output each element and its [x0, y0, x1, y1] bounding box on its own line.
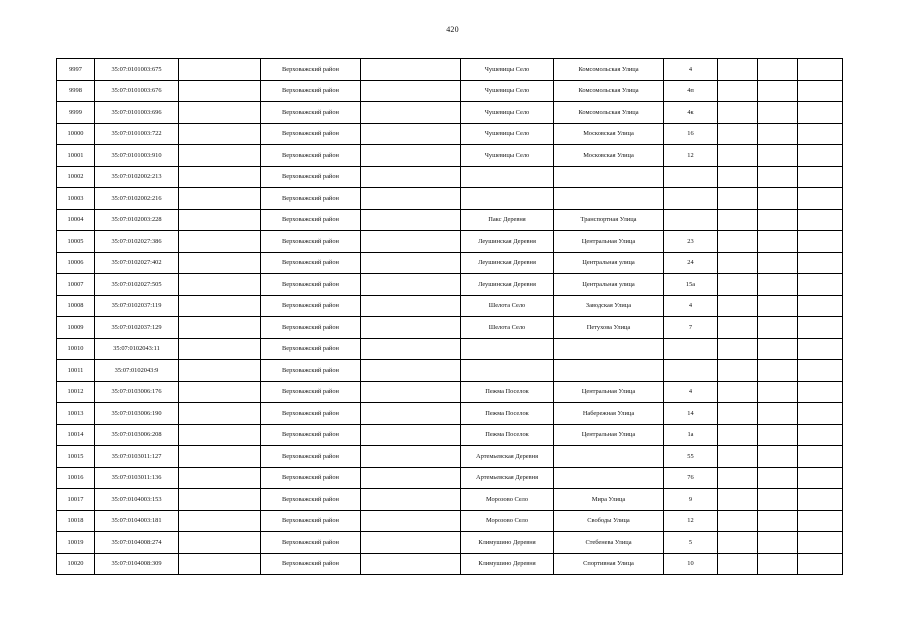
empty-cell	[718, 467, 758, 489]
district-cell: Верховажский район	[261, 553, 361, 575]
empty-cell	[361, 467, 461, 489]
locality-cell: Чушевицы Село	[461, 80, 554, 102]
street-cell: Центральная Улица	[554, 381, 664, 403]
district-cell: Верховажский район	[261, 274, 361, 296]
house-number-cell: 10	[664, 553, 718, 575]
street-cell: Московская Улица	[554, 123, 664, 145]
street-cell: Петухова Улица	[554, 317, 664, 339]
cadastral-number-cell: 35:07:0103011:136	[95, 467, 179, 489]
locality-cell: Климушино Деревня	[461, 532, 554, 554]
empty-cell	[798, 553, 843, 575]
empty-cell	[361, 231, 461, 253]
empty-cell	[758, 360, 798, 382]
cadastral-number-cell: 35:07:0101003:675	[95, 59, 179, 81]
locality-cell: Чушевицы Село	[461, 145, 554, 167]
cadastral-number-cell: 35:07:0102037:129	[95, 317, 179, 339]
empty-cell	[798, 317, 843, 339]
district-cell: Верховажский район	[261, 59, 361, 81]
cadastral-number-cell: 35:07:0103006:176	[95, 381, 179, 403]
row-number-cell: 9999	[57, 102, 95, 124]
district-cell: Верховажский район	[261, 231, 361, 253]
table-row	[57, 295, 843, 317]
empty-cell	[758, 553, 798, 575]
empty-cell	[361, 102, 461, 124]
district-cell: Верховажский район	[261, 166, 361, 188]
locality-cell: Артемьевская Деревня	[461, 446, 554, 468]
row-number-cell: 10014	[57, 424, 95, 446]
house-number-cell: 4	[664, 59, 718, 81]
locality-cell	[461, 338, 554, 360]
empty-cell	[718, 317, 758, 339]
district-cell: Верховажский район	[261, 295, 361, 317]
district-cell: Верховажский район	[261, 80, 361, 102]
table-row	[57, 532, 843, 554]
district-cell: Верховажский район	[261, 360, 361, 382]
empty-cell	[718, 532, 758, 554]
street-cell: Заводская Улица	[554, 295, 664, 317]
empty-cell	[758, 295, 798, 317]
district-cell: Верховажский район	[261, 489, 361, 511]
table-row	[57, 510, 843, 532]
empty-cell	[361, 446, 461, 468]
empty-cell	[361, 209, 461, 231]
cadastral-number-cell: 35:07:0101003:722	[95, 123, 179, 145]
locality-cell	[461, 188, 554, 210]
empty-cell	[798, 467, 843, 489]
empty-cell	[718, 424, 758, 446]
empty-cell	[758, 317, 798, 339]
row-number-cell: 10008	[57, 295, 95, 317]
row-number-cell: 10002	[57, 166, 95, 188]
cadastral-number-cell: 35:07:0101003:676	[95, 80, 179, 102]
empty-cell	[798, 360, 843, 382]
row-number-cell: 10010	[57, 338, 95, 360]
empty-cell	[179, 123, 261, 145]
empty-cell	[179, 553, 261, 575]
cadastral-number-cell: 35:07:0102043:9	[95, 360, 179, 382]
street-cell: Центральная улица	[554, 274, 664, 296]
street-cell	[554, 188, 664, 210]
empty-cell	[798, 145, 843, 167]
empty-cell	[758, 188, 798, 210]
empty-cell	[798, 295, 843, 317]
locality-cell: Пежма Поселок	[461, 403, 554, 425]
locality-cell	[461, 166, 554, 188]
locality-cell: Шелота Село	[461, 317, 554, 339]
house-number-cell: 1а	[664, 424, 718, 446]
house-number-cell: 23	[664, 231, 718, 253]
property-registry-table	[56, 58, 843, 575]
cadastral-number-cell: 35:07:0104008:309	[95, 553, 179, 575]
district-cell: Верховажский район	[261, 381, 361, 403]
table-row	[57, 424, 843, 446]
empty-cell	[758, 252, 798, 274]
row-number-cell: 10013	[57, 403, 95, 425]
table-row	[57, 317, 843, 339]
street-cell: Московская Улица	[554, 145, 664, 167]
empty-cell	[361, 274, 461, 296]
row-number-cell: 10012	[57, 381, 95, 403]
locality-cell: Чушевицы Село	[461, 123, 554, 145]
empty-cell	[798, 489, 843, 511]
district-cell: Верховажский район	[261, 510, 361, 532]
locality-cell: Чушевицы Село	[461, 59, 554, 81]
empty-cell	[718, 403, 758, 425]
street-cell: Комсомольская Улица	[554, 80, 664, 102]
empty-cell	[361, 403, 461, 425]
empty-cell	[718, 360, 758, 382]
empty-cell	[798, 338, 843, 360]
house-number-cell	[664, 338, 718, 360]
house-number-cell: 4п	[664, 80, 718, 102]
locality-cell: Шелота Село	[461, 295, 554, 317]
empty-cell	[361, 59, 461, 81]
district-cell: Верховажский район	[261, 424, 361, 446]
house-number-cell: 15а	[664, 274, 718, 296]
empty-cell	[758, 403, 798, 425]
house-number-cell: 4	[664, 381, 718, 403]
street-cell	[554, 166, 664, 188]
table-row	[57, 231, 843, 253]
house-number-cell: 5	[664, 532, 718, 554]
table-body	[57, 59, 843, 575]
district-cell: Верховажский район	[261, 338, 361, 360]
row-number-cell: 10019	[57, 532, 95, 554]
district-cell: Верховажский район	[261, 188, 361, 210]
empty-cell	[758, 102, 798, 124]
table-row	[57, 102, 843, 124]
empty-cell	[179, 381, 261, 403]
empty-cell	[179, 467, 261, 489]
cadastral-number-cell: 35:07:0104003:181	[95, 510, 179, 532]
empty-cell	[718, 59, 758, 81]
empty-cell	[798, 209, 843, 231]
empty-cell	[798, 446, 843, 468]
street-cell: Мира Улица	[554, 489, 664, 511]
street-cell	[554, 467, 664, 489]
empty-cell	[758, 467, 798, 489]
table-row	[57, 80, 843, 102]
empty-cell	[361, 317, 461, 339]
empty-cell	[718, 489, 758, 511]
empty-cell	[798, 102, 843, 124]
house-number-cell	[664, 360, 718, 382]
locality-cell: Морозово Село	[461, 510, 554, 532]
empty-cell	[798, 166, 843, 188]
district-cell: Верховажский район	[261, 145, 361, 167]
empty-cell	[718, 145, 758, 167]
empty-cell	[758, 231, 798, 253]
cadastral-number-cell: 35:07:0104003:153	[95, 489, 179, 511]
cadastral-number-cell: 35:07:0102002:216	[95, 188, 179, 210]
street-cell: Транспортная Улица	[554, 209, 664, 231]
cadastral-number-cell: 35:07:0102002:213	[95, 166, 179, 188]
locality-cell: Климушино Деревня	[461, 553, 554, 575]
cadastral-number-cell: 35:07:0103011:127	[95, 446, 179, 468]
row-number-cell: 10015	[57, 446, 95, 468]
empty-cell	[361, 188, 461, 210]
row-number-cell: 10003	[57, 188, 95, 210]
empty-cell	[718, 188, 758, 210]
empty-cell	[179, 252, 261, 274]
street-cell	[554, 360, 664, 382]
empty-cell	[179, 360, 261, 382]
empty-cell	[179, 231, 261, 253]
locality-cell: Леушинская Деревня	[461, 231, 554, 253]
table-row	[57, 123, 843, 145]
district-cell: Верховажский район	[261, 317, 361, 339]
empty-cell	[361, 489, 461, 511]
house-number-cell: 55	[664, 446, 718, 468]
empty-cell	[798, 123, 843, 145]
table-row	[57, 403, 843, 425]
row-number-cell: 10006	[57, 252, 95, 274]
street-cell: Набережная Улица	[554, 403, 664, 425]
row-number-cell: 9997	[57, 59, 95, 81]
district-cell: Верховажский район	[261, 102, 361, 124]
empty-cell	[758, 424, 798, 446]
empty-cell	[361, 510, 461, 532]
locality-cell: Леушинская Деревня	[461, 274, 554, 296]
district-cell: Верховажский район	[261, 123, 361, 145]
row-number-cell: 10011	[57, 360, 95, 382]
house-number-cell: 76	[664, 467, 718, 489]
empty-cell	[758, 446, 798, 468]
empty-cell	[758, 59, 798, 81]
empty-cell	[179, 209, 261, 231]
empty-cell	[179, 403, 261, 425]
cadastral-number-cell: 35:07:0102027:505	[95, 274, 179, 296]
table-row	[57, 489, 843, 511]
row-number-cell: 10005	[57, 231, 95, 253]
locality-cell: Пакс Деревня	[461, 209, 554, 231]
empty-cell	[758, 489, 798, 511]
house-number-cell: 4к	[664, 102, 718, 124]
table-row	[57, 209, 843, 231]
row-number-cell: 10009	[57, 317, 95, 339]
empty-cell	[758, 274, 798, 296]
street-cell: Комсомольская Улица	[554, 59, 664, 81]
cadastral-number-cell: 35:07:0101003:696	[95, 102, 179, 124]
street-cell: Комсомольская Улица	[554, 102, 664, 124]
empty-cell	[718, 102, 758, 124]
district-cell: Верховажский район	[261, 532, 361, 554]
empty-cell	[361, 338, 461, 360]
empty-cell	[758, 532, 798, 554]
empty-cell	[361, 553, 461, 575]
row-number-cell: 10018	[57, 510, 95, 532]
house-number-cell: 12	[664, 510, 718, 532]
empty-cell	[179, 446, 261, 468]
empty-cell	[758, 123, 798, 145]
empty-cell	[179, 424, 261, 446]
empty-cell	[361, 252, 461, 274]
row-number-cell: 10016	[57, 467, 95, 489]
empty-cell	[798, 80, 843, 102]
house-number-cell	[664, 209, 718, 231]
row-number-cell: 10017	[57, 489, 95, 511]
row-number-cell: 10000	[57, 123, 95, 145]
table-row	[57, 446, 843, 468]
cadastral-number-cell: 35:07:0103006:208	[95, 424, 179, 446]
empty-cell	[179, 166, 261, 188]
locality-cell: Пежма Поселок	[461, 424, 554, 446]
street-cell: Стебенева Улица	[554, 532, 664, 554]
empty-cell	[758, 145, 798, 167]
empty-cell	[179, 80, 261, 102]
empty-cell	[718, 166, 758, 188]
house-number-cell: 4	[664, 295, 718, 317]
cadastral-number-cell: 35:07:0102043:11	[95, 338, 179, 360]
house-number-cell: 12	[664, 145, 718, 167]
district-cell: Верховажский район	[261, 252, 361, 274]
table-row	[57, 252, 843, 274]
empty-cell	[179, 274, 261, 296]
empty-cell	[798, 510, 843, 532]
locality-cell: Леушинская Деревня	[461, 252, 554, 274]
empty-cell	[718, 123, 758, 145]
house-number-cell: 7	[664, 317, 718, 339]
table-row	[57, 553, 843, 575]
table-row	[57, 360, 843, 382]
empty-cell	[718, 231, 758, 253]
street-cell: Центральная Улица	[554, 231, 664, 253]
cadastral-number-cell: 35:07:0102037:119	[95, 295, 179, 317]
house-number-cell	[664, 166, 718, 188]
table-row	[57, 467, 843, 489]
house-number-cell: 16	[664, 123, 718, 145]
street-cell	[554, 446, 664, 468]
empty-cell	[718, 510, 758, 532]
empty-cell	[361, 166, 461, 188]
table-row	[57, 381, 843, 403]
empty-cell	[179, 317, 261, 339]
house-number-cell: 14	[664, 403, 718, 425]
empty-cell	[179, 59, 261, 81]
row-number-cell: 10001	[57, 145, 95, 167]
district-cell: Верховажский район	[261, 446, 361, 468]
district-cell: Верховажский район	[261, 209, 361, 231]
empty-cell	[718, 553, 758, 575]
house-number-cell	[664, 188, 718, 210]
table-row	[57, 166, 843, 188]
street-cell: Центральная Улица	[554, 424, 664, 446]
cadastral-number-cell: 35:07:0102027:402	[95, 252, 179, 274]
street-cell: Спортивная Улица	[554, 553, 664, 575]
empty-cell	[758, 381, 798, 403]
empty-cell	[798, 59, 843, 81]
empty-cell	[361, 123, 461, 145]
house-number-cell: 9	[664, 489, 718, 511]
locality-cell: Морозово Село	[461, 489, 554, 511]
empty-cell	[361, 145, 461, 167]
table-row	[57, 338, 843, 360]
locality-cell: Артемьевская Деревня	[461, 467, 554, 489]
empty-cell	[361, 80, 461, 102]
empty-cell	[718, 338, 758, 360]
empty-cell	[361, 360, 461, 382]
empty-cell	[758, 209, 798, 231]
locality-cell: Чушевицы Село	[461, 102, 554, 124]
row-number-cell: 10020	[57, 553, 95, 575]
table-row	[57, 188, 843, 210]
cadastral-number-cell: 35:07:0102027:386	[95, 231, 179, 253]
cadastral-number-cell: 35:07:0104008:274	[95, 532, 179, 554]
empty-cell	[718, 80, 758, 102]
empty-cell	[798, 231, 843, 253]
locality-cell: Пежма Поселок	[461, 381, 554, 403]
empty-cell	[798, 381, 843, 403]
empty-cell	[718, 209, 758, 231]
district-cell: Верховажский район	[261, 467, 361, 489]
empty-cell	[758, 80, 798, 102]
empty-cell	[179, 102, 261, 124]
district-cell: Верховажский район	[261, 403, 361, 425]
empty-cell	[361, 532, 461, 554]
empty-cell	[179, 188, 261, 210]
cadastral-number-cell: 35:07:0101003:910	[95, 145, 179, 167]
empty-cell	[758, 338, 798, 360]
row-number-cell: 10007	[57, 274, 95, 296]
page-number: 420	[446, 25, 459, 34]
street-cell: Центральная улица	[554, 252, 664, 274]
empty-cell	[179, 145, 261, 167]
cadastral-number-cell: 35:07:0103006:190	[95, 403, 179, 425]
empty-cell	[798, 252, 843, 274]
empty-cell	[798, 188, 843, 210]
table-row	[57, 59, 843, 81]
street-cell	[554, 338, 664, 360]
house-number-cell: 24	[664, 252, 718, 274]
street-cell: Свободы Улица	[554, 510, 664, 532]
table-row	[57, 274, 843, 296]
empty-cell	[798, 424, 843, 446]
empty-cell	[361, 381, 461, 403]
empty-cell	[718, 252, 758, 274]
empty-cell	[179, 510, 261, 532]
empty-cell	[718, 295, 758, 317]
empty-cell	[179, 338, 261, 360]
empty-cell	[758, 166, 798, 188]
empty-cell	[361, 424, 461, 446]
empty-cell	[798, 274, 843, 296]
empty-cell	[179, 489, 261, 511]
empty-cell	[718, 381, 758, 403]
locality-cell	[461, 360, 554, 382]
table-row	[57, 145, 843, 167]
empty-cell	[718, 274, 758, 296]
empty-cell	[758, 510, 798, 532]
row-number-cell: 10004	[57, 209, 95, 231]
empty-cell	[798, 403, 843, 425]
empty-cell	[179, 532, 261, 554]
empty-cell	[361, 295, 461, 317]
row-number-cell: 9998	[57, 80, 95, 102]
empty-cell	[179, 295, 261, 317]
empty-cell	[798, 532, 843, 554]
empty-cell	[718, 446, 758, 468]
cadastral-number-cell: 35:07:0102003:228	[95, 209, 179, 231]
